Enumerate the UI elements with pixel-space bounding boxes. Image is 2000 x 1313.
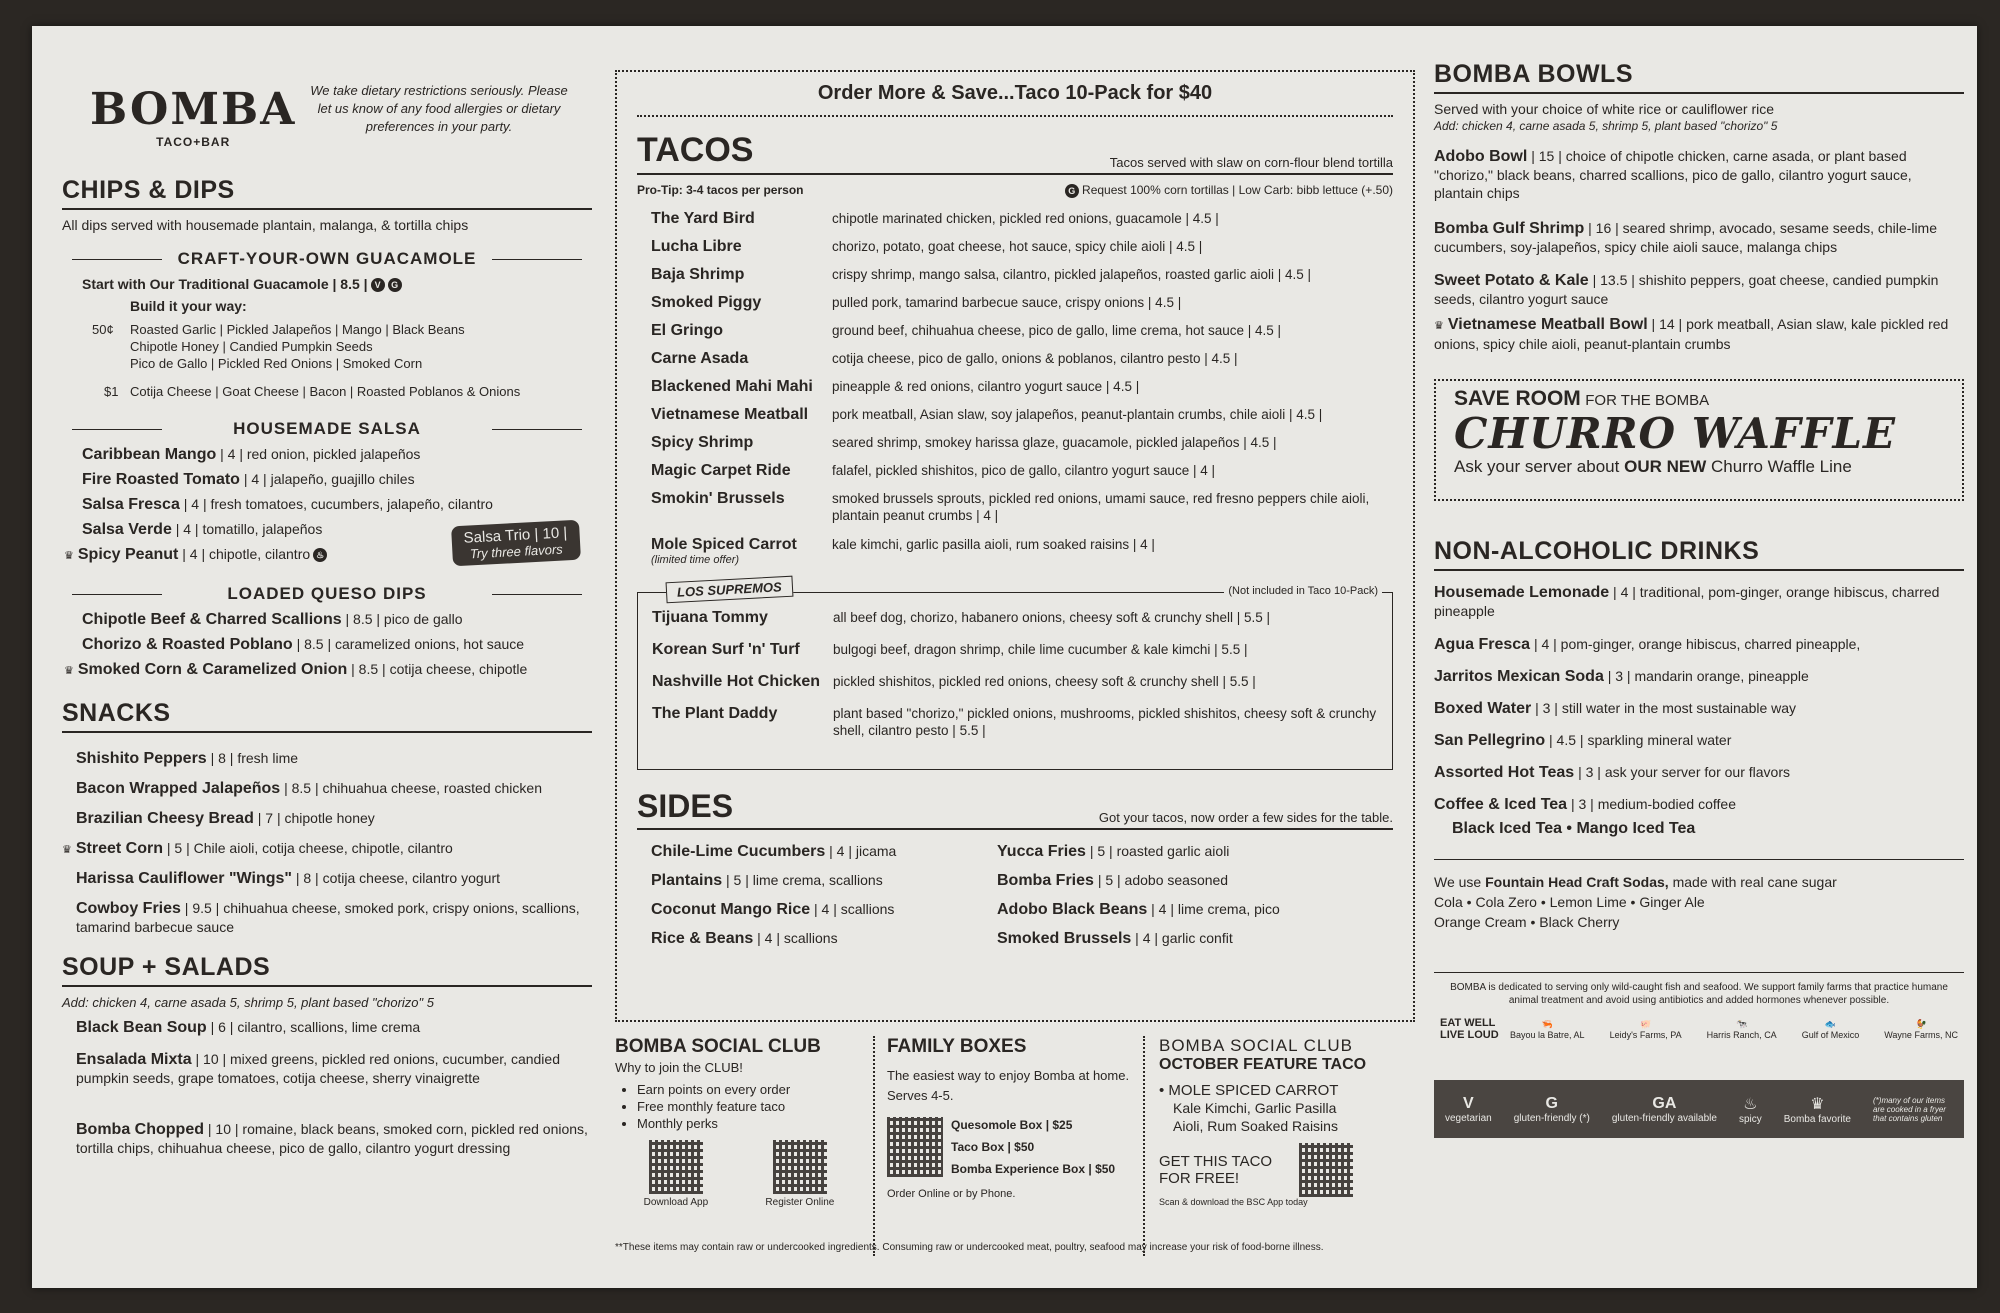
snacks-title: SNACKS xyxy=(62,699,592,733)
build-label: Build it your way: xyxy=(130,298,247,314)
bowls-add: Add: chicken 4, carne asada 5, shrimp 5, plant based "chorizo" 5 xyxy=(1434,119,1778,133)
supremos-label: LOS SUPREMOS xyxy=(666,576,794,604)
table-row: Smokin' Brussels smoked brussels sprouts, pickled red onions, umami sauce, red fresno peppers chile aioli, plantain peanut crumbs | 4 | xyxy=(651,489,1370,523)
list-item: Salsa Verde | 4 | tomatillo, jalapeños xyxy=(82,521,323,538)
list-item: Harissa Cauliflower "Wings" | 8 | cotija cheese, cilantro yogurt xyxy=(76,870,501,887)
list-item: Chorizo & Roasted Poblano | 8.5 | caramelized onions, hot sauce xyxy=(82,636,525,653)
list-item: Fire Roasted Tomato | 4 | jalapeño, guajillo chiles xyxy=(82,471,415,488)
list-item: Adobo Bowl | 15 | choice of chipotle chicken, carne asada, or plant based "chorizo," black beans, charred scallions, pico de gallo, cilantro yogurt sauce, plantain chips xyxy=(1434,148,1912,201)
feature-taco: BOMBA SOCIAL CLUB OCTOBER FEATURE TACO • MOLE SPICED CARROT Kale Kimchi, Garlic Pasilla Aioli, Rum Soaked Raisins GET THIS TACO FOR FREE! Scan & download the BSC App today xyxy=(1159,1036,1367,1207)
list-item: ♛ Smoked Corn & Caramelized Onion | 8.5 | cotija cheese, chipotle xyxy=(64,661,528,678)
list-item: Ensalada Mixta | 10 | mixed greens, pickled red onions, cucumber, candied pumpkin seeds, grape tomatoes, cotija cheese, sherry vinaigrette xyxy=(76,1051,560,1086)
dietary-note: We take dietary restrictions seriously. Please let us know of any food allergies or dietary preferences in your party. xyxy=(310,83,568,134)
list-item: ♛ Vietnamese Meatball Bowl | 14 | pork meatball, Asian slaw, kale pickled red onions, spicy chile aioli, peanut-plantain crumbs xyxy=(1434,316,1949,352)
list-item: Agua Fresca | 4 | pom-ginger, orange hibiscus, charred pineapple, xyxy=(1434,636,1861,653)
tortilla-note: Request 100% corn tortillas | Low Carb: bibb lettuce (+.50) xyxy=(1082,183,1393,197)
price-50: 50¢ xyxy=(92,322,114,337)
table-row: Spicy Shrimp seared shrimp, smokey harissa glaze, guacamole, pickled jalapeños | 4.5 | xyxy=(651,433,1277,451)
chips-sub: All dips served with housemade plantain, malanga, & tortilla chips xyxy=(62,217,469,233)
soup-add: Add: chicken 4, carne asada 5, shrimp 5, plant based "chorizo" 5 xyxy=(62,995,434,1010)
footnote: **These items may contain raw or undercooked ingredients. Consuming raw or undercooked meat, poultry, seafood may increase your risk of food-borne illness. xyxy=(615,1242,1324,1253)
pig-icon: 🐖 xyxy=(1640,1018,1652,1029)
table-row: Korean Surf 'n' Turf bulgogi beef, dragon shrimp, chile lime cucumber & kale kimchi | 5.5 | xyxy=(652,640,1248,658)
table-row: Tijuana Tommy all beef dog, chorizo, habanero onions, cheesy soft & crunchy shell | 5.5 | xyxy=(652,608,1271,626)
legend: V vegetarian G gluten-friendly (*) GA gluten-friendly available ♨ spicy ♛ Bomba favorite (*)many of our items are cooked in a fryer that contains gluten xyxy=(1434,1080,1964,1138)
soup-title: SOUP + SALADS xyxy=(62,953,592,987)
gluten-icon: G xyxy=(1545,1094,1558,1112)
fountain-sodas: We use Fountain Head Craft Sodas, made with real cane sugar Cola • Cola Zero • Lemon Lime • Ginger Ale Orange Cream • Black Cherry xyxy=(1434,859,1964,932)
tacos-panel xyxy=(615,70,1415,1022)
list-item: Bomba Gulf Shrimp | 16 | seared shrimp, avocado, sesame seeds, chile-lime cucumbers, soy-jalapeños, spicy chile aioli sauce, malanga chips xyxy=(1434,220,1938,255)
list-item: Black Bean Soup | 6 | cilantro, scallions, lime crema xyxy=(76,1019,421,1036)
queso-head: LOADED QUESO DIPS xyxy=(227,584,427,603)
list-item: Boxed Water | 3 | still water in the most sustainable way xyxy=(1434,700,1797,717)
list-item: ♛ Spicy Peanut | 4 | chipotle, cilantro ♨ xyxy=(62,545,592,570)
logo-tagline: TACO+BAR xyxy=(156,135,231,149)
tacos-title: TACOS xyxy=(637,131,754,169)
favorite-icon: ♛ xyxy=(64,550,74,562)
tacos-served-note: Tacos served with slaw on corn-flour blend tortilla xyxy=(1109,155,1393,170)
bowls-title: BOMBA BOWLS xyxy=(1434,60,1964,94)
favorite-icon: ♛ xyxy=(1810,1095,1825,1113)
qr-code-icon[interactable] xyxy=(887,1117,943,1177)
table-row: Smoked Piggy pulled pork, tamarind barbecue sauce, crispy onions | 4.5 | xyxy=(651,293,1182,311)
list-item: Bomba Chopped | 10 | romaine, black beans, smoked corn, pickled red onions, tortilla chips, chihuahua cheese, pico de gallo, cilantro yogurt dressing xyxy=(76,1121,588,1156)
spicy-icon: ♨ xyxy=(313,548,327,562)
family-boxes: FAMILY BOXES The easiest way to enjoy Bomba at home. Serves 4-5. Quesomole Box | $25 Taco Box | $50 Bomba Experience Box | $50 Order Online or by Phone. xyxy=(875,1036,1145,1256)
guac-opt-line1: Roasted Garlic | Pickled Jalapeños | Mango | Black Beans xyxy=(130,322,465,337)
gluten-available-icon: GA xyxy=(1652,1094,1677,1112)
drinks-title: NON-ALCOHOLIC DRINKS xyxy=(1434,537,1964,571)
guac-opt-line2: Chipotle Honey | Candied Pumpkin Seeds xyxy=(130,339,373,354)
list-item: Housemade Lemonade | 4 | traditional, pom-ginger, orange hibiscus, charred pineapple xyxy=(1434,584,1940,619)
fish-icon: 🐟 xyxy=(1824,1018,1837,1029)
salsa-head: HOUSEMADE SALSA xyxy=(233,419,421,438)
iced-tea-options: Black Iced Tea • Mango Iced Tea xyxy=(1452,820,1696,837)
list-item: Caribbean Mango | 4 | red onion, pickled jalapeños xyxy=(82,446,421,463)
list-item: Chile-Lime Cucumbers | 4 | jicama xyxy=(651,842,897,860)
qr-code-icon[interactable] xyxy=(773,1140,827,1194)
sides-title: SIDES xyxy=(637,787,734,824)
salsa-trio-badge: Salsa Trio | 10 | Try three flavors xyxy=(451,520,581,567)
vegetarian-icon: V xyxy=(371,278,385,292)
gluten-icon: G xyxy=(1065,184,1079,198)
chicken-icon: 🐓 xyxy=(1915,1018,1927,1029)
table-row: The Plant Daddy plant based "chorizo," pickled onions, mushrooms, pickled shishitos, cheesy soft & crunchy shell, cilantro pesto | 5.5 | xyxy=(652,704,1377,738)
list-item: Bacon Wrapped Jalapeños | 8.5 | chihuahua cheese, roasted chicken xyxy=(76,780,542,797)
pro-tip: Pro-Tip: 3-4 tacos per person xyxy=(637,183,804,197)
table-row: Magic Carpet Ride falafel, pickled shishitos, pico de gallo, cilantro yogurt sauce | 4 | xyxy=(651,461,1215,479)
guac-opt-line3: Pico de Gallo | Pickled Red Onions | Smoked Corn xyxy=(130,356,423,371)
list-item: Sweet Potato & Kale | 13.5 | shishito peppers, goat cheese, candied pumpkin seeds, cilantro yogurt sauce xyxy=(1434,272,1939,307)
table-row: Blackened Mahi Mahi pineapple & red onions, cilantro yogurt sauce | 4.5 | xyxy=(651,377,1140,395)
guac-head: CRAFT-YOUR-OWN GUACAMOLE xyxy=(72,249,582,269)
bomba-logo xyxy=(90,84,296,149)
promo-row xyxy=(615,1036,1415,1256)
list-item: Coffee & Iced Tea | 3 | medium-bodied coffee xyxy=(1434,796,1736,813)
table-row: Vietnamese Meatball pork meatball, Asian slaw, soy jalapeños, peanut-plantain crumbs, chile aioli | 4.5 | xyxy=(651,405,1323,423)
logo-name: BOMBA xyxy=(90,84,297,135)
list-item: Plantains | 5 | lime crema, scallions xyxy=(651,871,883,889)
chips-title: CHIPS & DIPS xyxy=(62,176,592,210)
gluten-icon: G xyxy=(388,278,402,292)
list-item: Chipotle Beef & Charred Scallions | 8.5 | pico de gallo xyxy=(82,611,463,628)
qr-code-icon[interactable] xyxy=(1299,1143,1353,1197)
vegetarian-icon: V xyxy=(1463,1094,1474,1112)
table-row: El Gringo ground beef, chihuahua cheese, pico de gallo, lime crema, hot sauce | 4.5 | xyxy=(651,321,1282,339)
list-item: Yucca Fries | 5 | roasted garlic aioli xyxy=(997,842,1230,860)
list-item: San Pellegrino | 4.5 | sparkling mineral water xyxy=(1434,732,1732,749)
list-item: Jarritos Mexican Soda | 3 | mandarin orange, pineapple xyxy=(1434,668,1809,685)
list-item: Cowboy Fries | 9.5 | chihuahua cheese, smoked pork, crispy onions, scallions, tamarind barbecue sauce xyxy=(76,900,580,935)
table-row: Baja Shrimp crispy shrimp, mango salsa, cilantro, pickled jalapeños, roasted garlic aioli | 4.5 | xyxy=(651,265,1311,283)
qr-code-icon[interactable] xyxy=(649,1140,703,1194)
bowls-sub: Served with your choice of white rice or cauliflower rice xyxy=(1434,101,1775,117)
table-row: Nashville Hot Chicken pickled shishitos, pickled red onions, cheesy soft & crunchy shell | 5.5 | xyxy=(652,672,1256,690)
list-item: Bomba Fries | 5 | adobo seasoned xyxy=(997,871,1229,889)
social-club: BOMBA SOCIAL CLUB Why to join the CLUB! • Earn points on every order • Free monthly feature taco • Monthly perks Download App Register Online xyxy=(615,1036,875,1256)
list-item: Smoked Brussels | 4 | garlic confit xyxy=(997,929,1233,947)
list-item: Shishito Peppers | 8 | fresh lime xyxy=(76,750,299,767)
price-1: $1 xyxy=(104,384,119,399)
list-item: Coconut Mango Rice | 4 | scallions xyxy=(651,900,895,918)
spicy-icon: ♨ xyxy=(1743,1095,1758,1113)
guac-opt-line4: Cotija Cheese | Goat Cheese | Bacon | Roasted Poblanos & Onions xyxy=(130,384,521,399)
cow-icon: 🐄 xyxy=(1736,1018,1748,1029)
supremos-box xyxy=(637,579,1393,770)
shrimp-icon: 🦐 xyxy=(1541,1018,1553,1029)
table-row: Carne Asada cotija cheese, pico de gallo, onions & poblanos, cilantro pesto | 4.5 | xyxy=(651,349,1238,367)
supremos-note: (Not included in Taco 10-Pack) xyxy=(1224,585,1382,597)
menu-sheet xyxy=(32,26,1977,1288)
table-row: Lucha Libre chorizo, potato, goat cheese, hot sauce, spicy chile aioli | 4.5 | xyxy=(651,237,1203,255)
list-item: Adobo Black Beans | 4 | lime crema, pico xyxy=(997,900,1280,918)
list-item: ♛ Street Corn | 5 | Chile aioli, cotija cheese, chipotle, cilantro xyxy=(62,840,453,857)
list-item: Brazilian Cheesy Bread | 7 | chipotle honey xyxy=(76,810,375,827)
table-row: The Yard Bird chipotle marinated chicken, pickled red onions, guacamole | 4.5 | xyxy=(651,209,1219,227)
taco-10-pack-banner: Order More & Save...Taco 10-Pack for $40 xyxy=(637,72,1393,117)
guac-start: Start with Our Traditional Guacamole | 8.5 | xyxy=(82,276,368,292)
table-row: Mole Spiced Carrot (limited time offer) kale kimchi, garlic pasilla aioli, rum soaked raisins | 4 | xyxy=(651,535,1155,566)
sides-note: Got your tacos, now order a few sides for the table. xyxy=(1098,809,1393,825)
churro-waffle-promo: SAVE ROOM FOR THE BOMBA CHURRO WAFFLE Ask your server about OUR NEW Churro Waffle Line xyxy=(1434,379,1964,501)
list-item: Rice & Beans | 4 | scallions xyxy=(651,929,838,947)
list-item: Salsa Fresca | 4 | fresh tomatoes, cucumbers, jalapeño, cilantro xyxy=(82,496,493,513)
list-item: Assorted Hot Teas | 3 | ask your server for our flavors xyxy=(1434,764,1790,781)
sourcing-box: BOMBA is dedicated to serving only wild-caught fish and seafood. We support family farms that practice humane animal treatment and avoid using antibiotics and added hormones whenever possible. EAT WELL LIVE LOUD 🦐 Bayou la Batre, AL 🐖 Leidy's Farms, PA 🐄 Harris Ranch, CA 🐟 Gulf of Mexico 🐓 Wayne Farms, NC xyxy=(1434,972,1964,1072)
